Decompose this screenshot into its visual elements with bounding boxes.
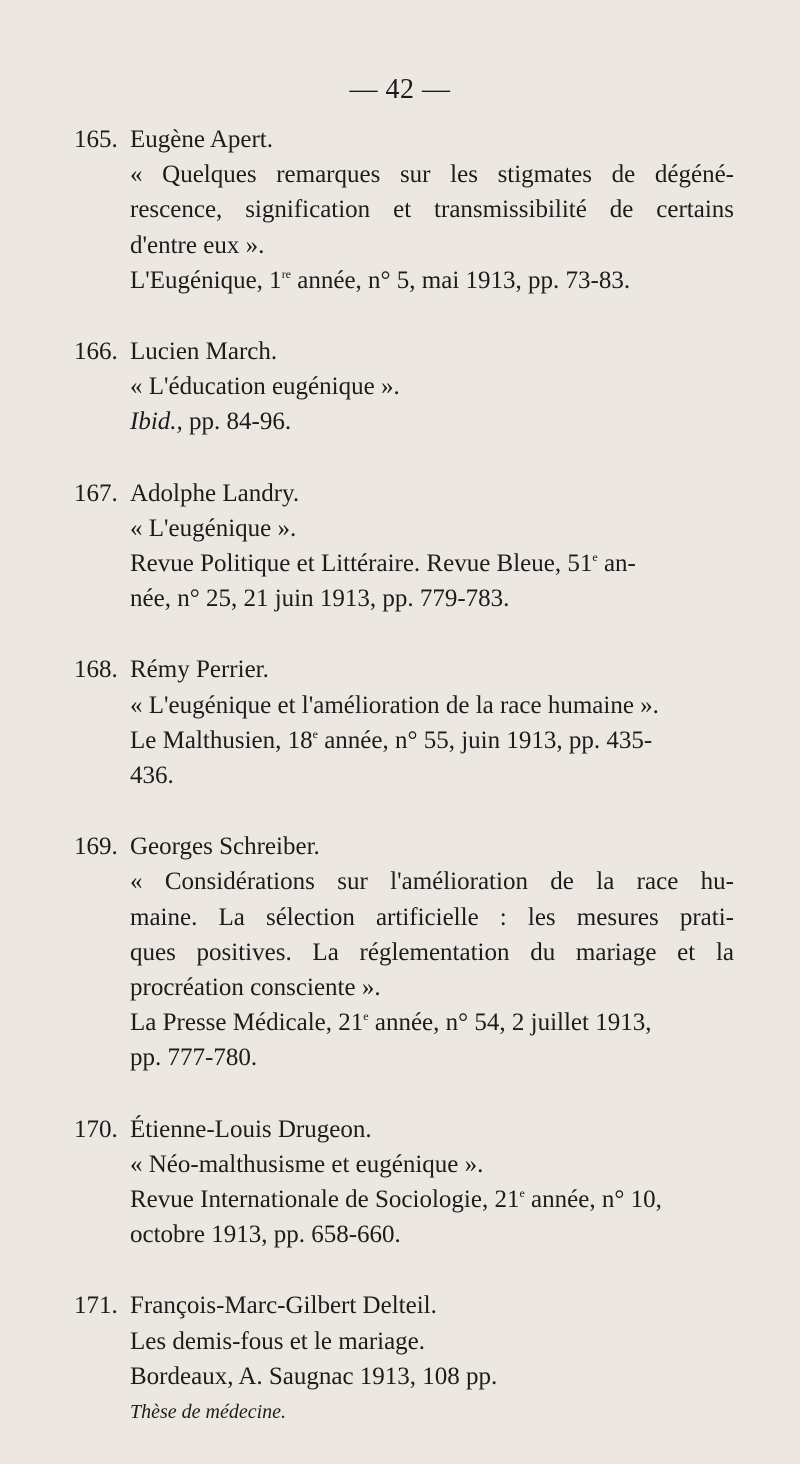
bibliography-entry-166 — [74, 334, 734, 440]
bibliography-list — [74, 122, 734, 1464]
entry-source-text: L'Eugénique, 1 — [130, 266, 282, 294]
page-number: — 42 — — [349, 74, 451, 105]
bibliography-entry-167 — [74, 476, 734, 617]
entry-number: 168. — [74, 656, 118, 684]
entry-title-line: d'entre eux ». — [130, 231, 265, 259]
entry-source: Bordeaux, A. Saugnac 1913, 108 pp. — [130, 1362, 498, 1390]
entry-author: Lucien March. — [130, 338, 278, 366]
entry-title-line: rescence, signification et transmissibilité de certains — [130, 196, 734, 224]
entry-title: « L'éducation eugénique ». — [130, 373, 400, 401]
entry-source-superscript: re — [281, 266, 292, 281]
bibliography-entry-168 — [74, 652, 734, 793]
entry-note: Thèse de médecine. — [130, 1401, 287, 1424]
entry-author: Rémy Perrier. — [130, 656, 269, 684]
entry-title: Les demis-fous et le mariage. — [130, 1327, 426, 1355]
entry-source-text: Le Malthusien, 18 — [130, 726, 313, 754]
entry-source — [130, 1005, 734, 1040]
entry-source — [130, 1182, 734, 1217]
entry-title-line: ques positives. La réglementation du mariage et la — [130, 938, 734, 966]
entry-author: Eugène Apert. — [130, 126, 274, 153]
entry-source-superscript: e — [363, 1009, 369, 1024]
entry-author: Adolphe Landry. — [130, 479, 300, 507]
entry-source-superscript: e — [312, 726, 318, 741]
bibliography-entry-170 — [74, 1112, 734, 1253]
entry-number: 171. — [74, 1292, 118, 1320]
entry-title-line: procréation consciente ». — [130, 974, 381, 1002]
bibliography-entry-169 — [74, 829, 734, 1075]
entry-source-text: La Presse Médicale, 21 — [130, 1009, 364, 1037]
entry-number: 165. — [74, 126, 118, 153]
entry-title: « Néo-malthusisme et eugénique ». — [130, 1150, 484, 1178]
entry-author: François-Marc-Gilbert Delteil. — [130, 1292, 437, 1320]
entry-source-text: année, n° 5, mai 1913, pp. 73-83. — [291, 266, 631, 294]
entry-number: 169. — [74, 833, 118, 861]
entry-author: Georges Schreiber. — [130, 833, 320, 861]
bibliography-entry-171 — [74, 1288, 734, 1428]
entry-source: 436. — [130, 762, 174, 790]
entry-title-line: « Considérations sur l'amélioration de la race hu- — [130, 868, 734, 896]
entry-source-ibid: Ibid., — [130, 408, 183, 436]
entry-source-text: Revue Politique et Littéraire. Revue Bleue, 51 — [130, 550, 593, 578]
entry-source-text: an- — [597, 550, 636, 578]
entry-source: née, n° 25, 21 juin 1913, pp. 779-783. — [130, 585, 510, 613]
entry-source — [130, 546, 734, 581]
entry-source — [130, 404, 734, 439]
entry-title-line: « Quelques remarques sur les stigmates de dégéné- — [130, 161, 734, 189]
entry-source-text: Revue Internationale de Sociologie, 21 — [130, 1186, 520, 1214]
entry-author: Étienne-Louis Drugeon. — [130, 1115, 372, 1143]
entry-number: 167. — [74, 479, 118, 507]
entry-source — [130, 263, 734, 298]
entry-source-superscript: e — [519, 1186, 525, 1201]
bibliography-entry-165 — [74, 122, 734, 298]
entry-source: octobre 1913, pp. 658-660. — [130, 1221, 401, 1249]
entry-number: 170. — [74, 1115, 118, 1143]
entry-source-superscript: e — [592, 550, 598, 565]
entry-source-text: année, n° 54, 2 juillet 1913, — [368, 1009, 652, 1037]
entry-source — [130, 723, 734, 758]
entry-source: pp. 777-780. — [130, 1044, 258, 1072]
entry-source-text: année, n° 10, — [524, 1186, 662, 1214]
entry-source-text: pp. 84-96. — [182, 408, 292, 436]
entry-source-text: année, n° 55, juin 1913, pp. 435- — [317, 726, 653, 754]
entry-number: 166. — [74, 338, 118, 366]
entry-title-line: maine. La sélection artificielle : les mesures prati- — [130, 903, 734, 931]
entry-title: « L'eugénique et l'amélioration de la race humaine ». — [130, 691, 659, 719]
entry-title: « L'eugénique ». — [130, 514, 297, 542]
